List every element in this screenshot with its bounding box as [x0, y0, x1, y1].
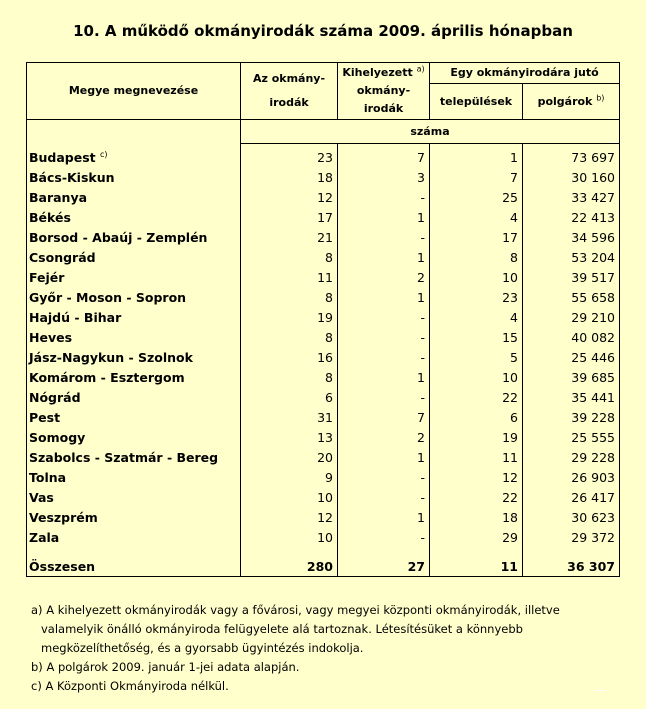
external-value: 1 — [417, 450, 425, 465]
offices-value: 18 — [317, 170, 333, 185]
external-value: - — [420, 530, 425, 545]
citizens-value: 25 555 — [571, 430, 615, 445]
citizens-value: 39 685 — [571, 370, 615, 385]
settlements-value: 17 — [502, 230, 518, 245]
external-value: 1 — [417, 250, 425, 265]
external-value: 3 — [417, 170, 425, 185]
citizens-value: 26 417 — [571, 490, 615, 505]
offices-value: 8 — [325, 290, 333, 305]
offices-value: 21 — [317, 230, 333, 245]
external-value: - — [420, 390, 425, 405]
offices-table — [26, 62, 620, 577]
county-name: Somogy — [29, 429, 86, 445]
settlements-value: 12 — [502, 470, 518, 485]
citizens-value: 29 372 — [571, 530, 615, 545]
county-name: Fejér — [29, 269, 65, 285]
settlements-value: 18 — [502, 510, 518, 525]
county-name: Zala — [29, 529, 60, 545]
external-value: 1 — [417, 370, 425, 385]
settlements-value: 25 — [502, 190, 518, 205]
citizens-value: 55 658 — [571, 290, 615, 305]
external-value: - — [420, 350, 425, 365]
blank-cell — [27, 120, 241, 144]
citizens-value: 29 228 — [571, 450, 615, 465]
offices-value: 13 — [317, 430, 333, 445]
county-name: Baranya — [29, 189, 88, 205]
settlements-value: 15 — [502, 330, 518, 345]
county-name: Veszprém — [29, 509, 98, 525]
county-name: Nógrád — [29, 389, 81, 405]
footnote-a-cont: valamelyik önálló okmányiroda felügyelete alá tartoznak. Létesítésüket a könnyebb — [41, 622, 523, 636]
offices-value: 16 — [317, 350, 333, 365]
offices-value: 23 — [317, 150, 333, 165]
settlements-value: 29 — [502, 530, 518, 545]
external-value: 2 — [417, 270, 425, 285]
county-name: Csongrád — [29, 249, 96, 265]
external-value: 1 — [417, 290, 425, 305]
settlements-value: 23 — [502, 290, 518, 305]
county-header: Megye megnevezése — [27, 63, 241, 120]
offices-value: 19 — [317, 310, 333, 325]
citizens-value: 35 441 — [571, 390, 615, 405]
settlements-value: 10 — [502, 270, 518, 285]
county-name: Vas — [29, 489, 54, 505]
settlements-column — [430, 144, 523, 549]
citizens-value: 26 903 — [571, 470, 615, 485]
county-name: Borsod - Abaúj - Zemplén — [29, 229, 208, 245]
footnote-a: a) A kihelyezett okmányirodák vagy a fővárosi, vagy megyei központi okmányirodák, illetve — [31, 603, 560, 617]
offices-value: 8 — [325, 330, 333, 345]
offices-column — [241, 144, 338, 549]
external-value: - — [420, 470, 425, 485]
corner-mark — [594, 690, 606, 691]
citizens-value: 40 082 — [571, 330, 615, 345]
offices-value: 20 — [317, 450, 333, 465]
table-title: 10. A működő okmányirodák száma 2009. április hónapban — [73, 22, 573, 40]
footnote-a-cont: megközelíthetőség, és a gyorsabb ügyintézés indokolja. — [41, 641, 364, 655]
offices-value: 12 — [317, 510, 333, 525]
settlements-value: 7 — [510, 170, 518, 185]
offices-value: 6 — [325, 390, 333, 405]
external-value: - — [420, 230, 425, 245]
citizens-value: 53 204 — [571, 250, 615, 265]
external-header: Kihelyezett $^{a)}$ okmány- irodák — [338, 63, 430, 120]
external-value: - — [420, 190, 425, 205]
citizens-value: 30 623 — [571, 510, 615, 525]
settlements-value: 1 — [510, 150, 518, 165]
offices-header: Az okmány- irodák — [241, 63, 338, 120]
county-name: Békés — [29, 209, 71, 225]
citizens-value: 39 228 — [571, 410, 615, 425]
total-row — [27, 548, 620, 577]
county-name: Jász-Nagykun - Szolnok — [29, 349, 193, 365]
total-settlements: 11 — [430, 548, 523, 577]
external-value: 7 — [417, 410, 425, 425]
offices-value: 9 — [325, 470, 333, 485]
count-header: száma — [241, 120, 620, 144]
citizens-header: polgárok $^{b)}$ — [523, 84, 620, 120]
total-external: 27 — [338, 548, 430, 577]
offices-value: 8 — [325, 250, 333, 265]
offices-value: 10 — [317, 490, 333, 505]
external-value: - — [420, 310, 425, 325]
citizens-value: 25 446 — [571, 350, 615, 365]
county-name: Hajdú - Bihar — [29, 309, 122, 325]
offices-value: 11 — [317, 270, 333, 285]
settlements-value: 4 — [510, 310, 518, 325]
county-column — [27, 144, 241, 549]
footnote-c: c) A Központi Okmányiroda nélkül. — [31, 679, 229, 693]
offices-value: 8 — [325, 370, 333, 385]
county-name: Tolna — [29, 469, 67, 485]
per-office-header: Egy okmányirodára jutó — [430, 63, 620, 84]
total-citizens: 36 307 — [523, 548, 620, 577]
county-name: Heves — [29, 329, 73, 345]
offices-value: 10 — [317, 530, 333, 545]
county-name: Budapest $^{c)}$ — [29, 149, 108, 165]
total-offices: 280 — [241, 548, 338, 577]
settlements-value: 11 — [502, 450, 518, 465]
external-value: 2 — [417, 430, 425, 445]
settlements-value: 22 — [502, 390, 518, 405]
external-value: - — [420, 330, 425, 345]
citizens-value: 34 596 — [571, 230, 615, 245]
settlements-header: települések — [430, 84, 523, 120]
footnotes — [31, 601, 621, 696]
county-name: Komárom - Esztergom — [29, 369, 185, 385]
citizens-column — [523, 144, 620, 549]
offices-value: 12 — [317, 190, 333, 205]
citizens-value: 39 517 — [571, 270, 615, 285]
external-value: 1 — [417, 210, 425, 225]
citizens-value: 29 210 — [571, 310, 615, 325]
footnote-b: b) A polgárok 2009. január 1-jei adata alapján. — [31, 660, 300, 674]
county-name: Pest — [29, 409, 61, 425]
external-value: 1 — [417, 510, 425, 525]
citizens-value: 33 427 — [571, 190, 615, 205]
total-label: Összesen — [27, 548, 241, 577]
offices-value: 17 — [317, 210, 333, 225]
citizens-value: 73 697 — [571, 150, 615, 165]
settlements-value: 22 — [502, 490, 518, 505]
external-value: - — [420, 490, 425, 505]
settlements-value: 8 — [510, 250, 518, 265]
external-column — [338, 144, 430, 549]
citizens-value: 22 413 — [571, 210, 615, 225]
settlements-value: 6 — [510, 410, 518, 425]
settlements-value: 19 — [502, 430, 518, 445]
settlements-value: 4 — [510, 210, 518, 225]
external-value: 7 — [417, 150, 425, 165]
county-name: Bács-Kiskun — [29, 169, 115, 185]
citizens-value: 30 160 — [571, 170, 615, 185]
settlements-value: 10 — [502, 370, 518, 385]
offices-value: 31 — [317, 410, 333, 425]
settlements-value: 5 — [510, 350, 518, 365]
county-name: Győr - Moson - Sopron — [29, 289, 187, 305]
county-name: Szabolcs - Szatmár - Bereg — [29, 449, 219, 465]
